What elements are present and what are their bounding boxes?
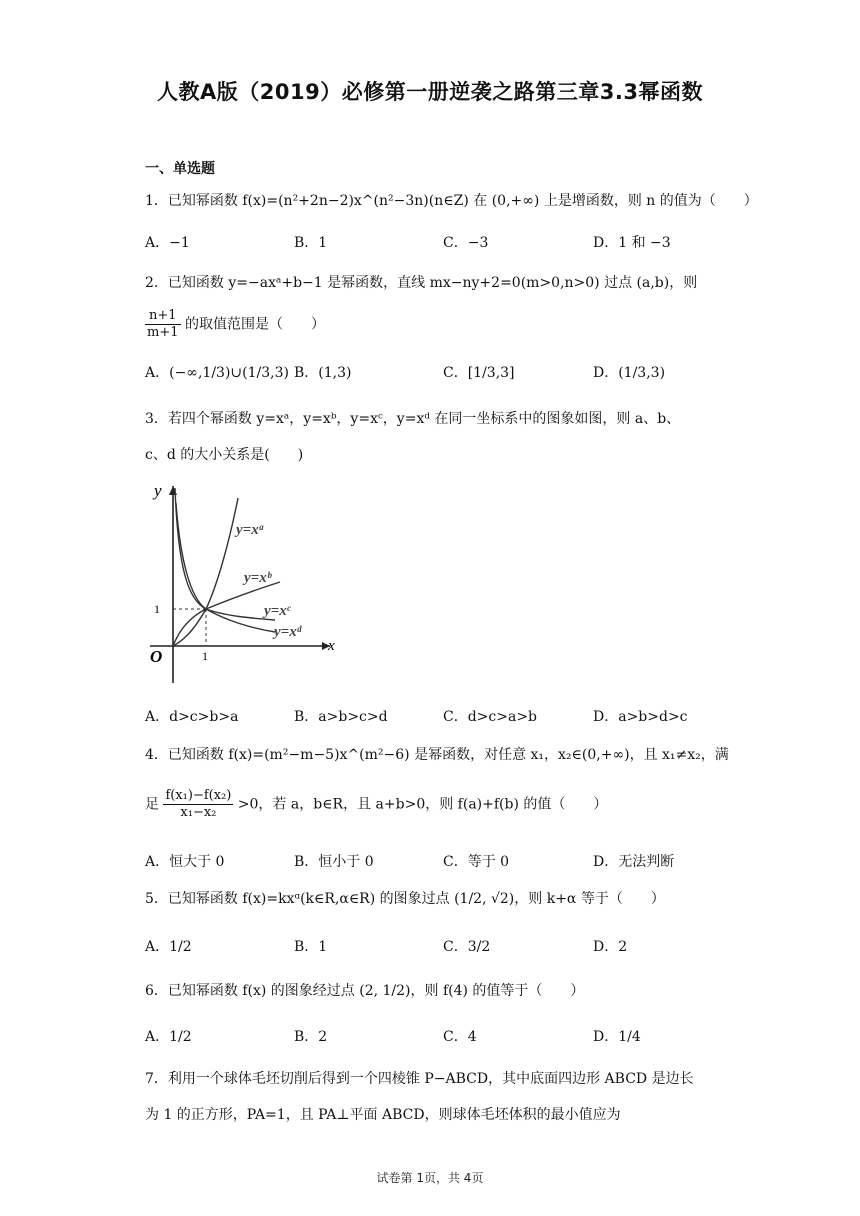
q3-option-b: B．a>b>c>d: [294, 709, 388, 725]
q5-option-a: A．1/2: [145, 939, 192, 955]
page-footer: 试卷第 1页，共 4页: [376, 1171, 484, 1185]
question-2-stem: 2．已知函数 y=−axᵃ+b−1 是幂函数，直线 mx−ny+2=0(m>0,n>0) 过点 (a,b)，则: [145, 275, 698, 291]
question-6-stem: 6．已知幂函数 f(x) 的图象经过点 (2, 1/2)，则 f(4) 的值等于（ ）: [145, 983, 585, 999]
tick-x-1: 1: [202, 649, 208, 663]
y-axis-label: y: [154, 481, 162, 500]
curve-c: [176, 503, 275, 620]
q6-option-b: B．2: [294, 1029, 328, 1045]
q4-option-c: C．等于 0: [443, 854, 510, 870]
page-title: 人教A版（2019）必修第一册逆袭之路第三章3.3幂函数: [157, 80, 703, 104]
q1-option-d: D．1 和 −3: [593, 235, 671, 251]
question-4-stem: 4．已知函数 f(x)=(m²−m−5)x^(m²−6) 是幂函数，对任意 x₁，x₂∈(0,+∞)，且 x₁≠x₂，满: [145, 747, 729, 763]
q5-option-b: B．1: [294, 939, 328, 955]
q5-option-d: D．2: [593, 939, 628, 955]
q6-option-d: D．1/4: [593, 1029, 641, 1045]
section-heading: 一、单选题: [145, 161, 215, 177]
question-3-stem: 3．若四个幂函数 y=xᵃ，y=xᵇ，y=xᶜ，y=xᵈ 在同一坐标系中的图象如图，则 a、b、: [145, 411, 681, 427]
q3-option-a: A．d>c>b>a: [145, 709, 239, 725]
power-function-graph: [140, 478, 340, 688]
question-1-stem: 1．已知幂函数 f(x)=(n²+2n−2)x^(n²−3n)(n∈Z) 在 (0,+∞) 上是增函数，则 n 的值为（ ）: [145, 193, 758, 209]
curve-d-label: y=xᵈ: [274, 624, 302, 640]
q2-option-b: B．(1,3): [294, 365, 352, 381]
question-3-stem-line2: c、d 的大小关系是( ): [145, 447, 304, 463]
x-axis-label: x: [328, 638, 335, 654]
q1-option-a: A．−1: [145, 235, 190, 251]
q2-option-d: D．(1/3,3): [593, 365, 666, 381]
q6-option-c: C．4: [443, 1029, 477, 1045]
q5-option-c: C．3/2: [443, 939, 491, 955]
curve-a-label: y=xᵃ: [236, 522, 264, 538]
q3-option-c: C．d>c>a>b: [443, 709, 538, 725]
q4-option-b: B．恒小于 0: [294, 854, 374, 870]
q1-option-b: B．1: [294, 235, 328, 251]
question-7-line1: 7．利用一个球体毛坯切削后得到一个四棱锥 P−ABCD，其中底面四边形 ABCD 是边长: [145, 1071, 694, 1087]
q2-option-a: A．(−∞,1/3)∪(1/3,3): [145, 365, 289, 381]
q2-fraction: $\frac{n+1}{m+1}$: [147, 308, 179, 340]
question-2-stem-line2: $\frac{n+1}{m+1}$ 的取值范围是（ ）: [147, 308, 325, 340]
q2-option-c: C．[1/3,3]: [443, 365, 515, 381]
origin-label: O: [150, 647, 163, 666]
curve-b-label: y=xᵇ: [244, 570, 272, 586]
question-5-stem: 5．已知幂函数 f(x)=kxᵅ(k∈R,α∈R) 的图象过点 (1/2, √2)，则 k+α 等于（ ）: [145, 891, 665, 907]
tick-y-1: 1: [154, 602, 160, 616]
q4-fraction: $\frac{\text{f(x₁)−f(x₂)}}{\text{x₁−x₂}}$: [165, 788, 232, 820]
q1-option-c: C．−3: [443, 235, 489, 251]
curve-c-label: y=xᶜ: [264, 603, 291, 619]
q4-option-d: D．无法判断: [593, 854, 675, 870]
q3-option-d: D．a>b>d>c: [593, 709, 688, 725]
question-7-line2: 为 1 的正方形，PA=1，且 PA⊥平面 ABCD，则球体毛坯体积的最小值应为: [145, 1107, 621, 1123]
question-4-stem-line2: 足 $\frac{\text{f(x₁)−f(x₂)}}{\text{x₁−x₂}}$ >0，若 a，b∈R，且 a+b>0，则 f(a)+f(b) 的值（ ）: [145, 788, 608, 820]
curve-d: [175, 488, 275, 632]
q4-option-a: A．恒大于 0: [145, 854, 225, 870]
q6-option-a: A．1/2: [145, 1029, 192, 1045]
